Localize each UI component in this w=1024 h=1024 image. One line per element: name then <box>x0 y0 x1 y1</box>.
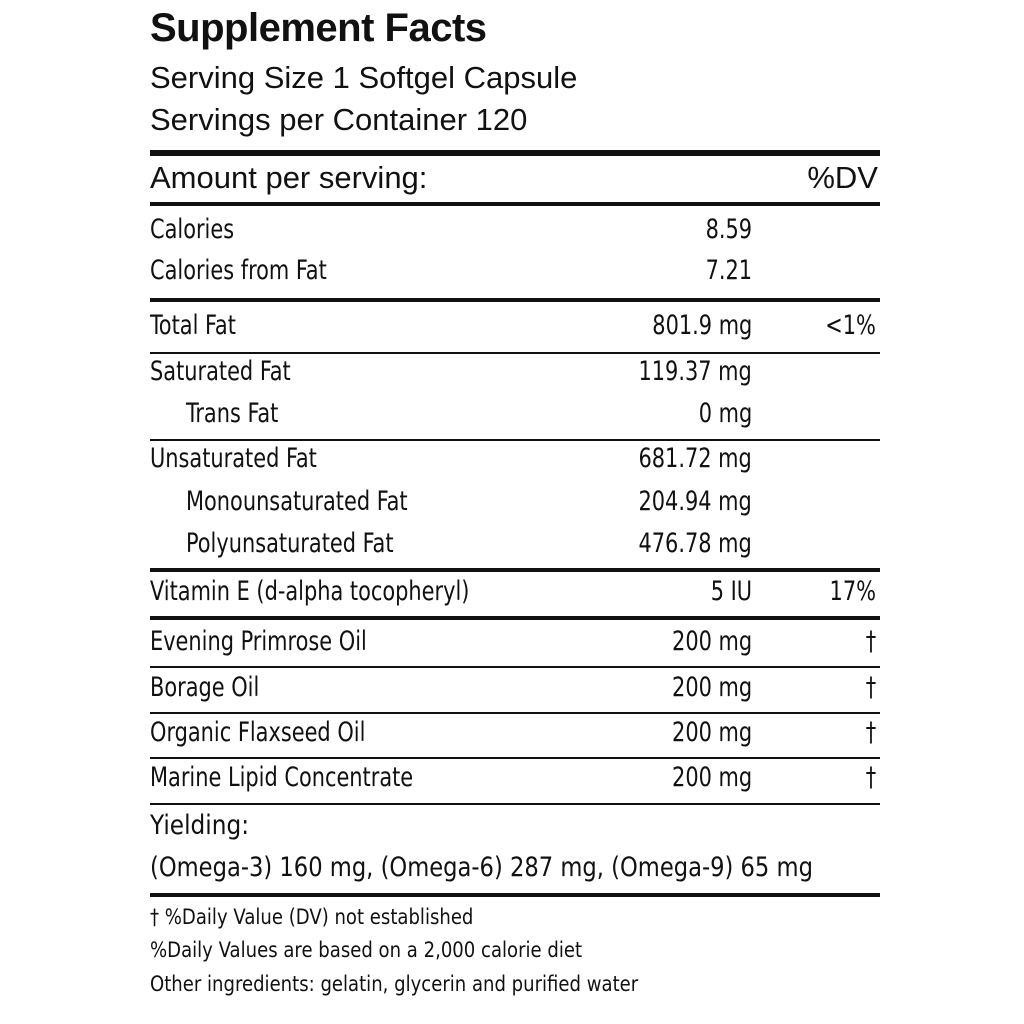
nutrient-row-total-fat <box>150 310 880 350</box>
row-divider <box>150 803 880 805</box>
nutrient-row-monounsaturated-fat <box>150 486 880 526</box>
ingredient-name: Organic Flaxseed Oil <box>150 717 366 748</box>
nutrient-name: Vitamin E (d-alpha tocopheryl) <box>150 576 470 607</box>
dagger-mark: † <box>865 717 876 748</box>
rule-below-vitamin <box>150 616 880 620</box>
yielding-label: Yielding: <box>150 810 250 841</box>
nutrient-amount: 7.21 <box>705 255 752 286</box>
amount-per-serving-label: Amount per serving: <box>150 160 428 195</box>
footnote-daily-values-basis: %Daily Values are based on a 2,000 calorie diet <box>150 938 583 962</box>
footnote-dv-not-established: † %Daily Value (DV) not established <box>150 905 474 929</box>
nutrient-amount: 476.78 mg <box>638 528 752 559</box>
rule-above-footnotes <box>150 893 880 897</box>
nutrient-amount: 204.94 mg <box>638 486 752 517</box>
row-divider <box>150 666 880 668</box>
dagger-mark: † <box>865 626 876 657</box>
nutrient-amount: 0 mg <box>698 398 752 429</box>
label-title: Supplement Facts <box>150 6 487 50</box>
nutrient-amount: 801.9 mg <box>651 310 752 341</box>
nutrient-row-saturated-fat <box>150 356 880 396</box>
thick-rule-top <box>150 150 880 156</box>
dagger-mark: † <box>865 762 876 793</box>
nutrient-row-polyunsaturated-fat <box>150 528 880 568</box>
nutrient-name: Calories <box>150 214 235 245</box>
ingredient-row-marine-lipid-concentrate <box>150 762 880 802</box>
rule-below-fats <box>150 568 880 572</box>
footnote-other-ingredients: Other ingredients: gelatin, glycerin and purified water <box>150 972 639 996</box>
nutrient-name: Trans Fat <box>186 398 279 429</box>
ingredient-name: Evening Primrose Oil <box>150 626 367 657</box>
ingredient-amount: 200 mg <box>671 762 752 793</box>
servings-per-container: Servings per Container 120 <box>150 102 528 137</box>
nutrient-name: Saturated Fat <box>150 356 291 387</box>
serving-size: Serving Size 1 Softgel Capsule <box>150 60 578 95</box>
nutrient-name: Total Fat <box>150 310 236 341</box>
dv-header-label: %DV <box>807 160 878 195</box>
nutrient-row-vitamin-e <box>150 576 880 616</box>
nutrient-amount: 5 IU <box>710 576 752 607</box>
row-divider <box>150 439 880 441</box>
ingredient-name: Borage Oil <box>150 672 260 703</box>
ingredient-amount: 200 mg <box>671 626 752 657</box>
dagger-mark: † <box>865 672 876 703</box>
ingredient-amount: 200 mg <box>671 672 752 703</box>
ingredient-row-organic-flaxseed-oil <box>150 717 880 757</box>
ingredient-amount: 200 mg <box>671 717 752 748</box>
nutrient-row-calories-from-fat <box>150 255 880 295</box>
ingredient-row-evening-primrose-oil <box>150 626 880 666</box>
nutrient-amount: 681.72 mg <box>638 443 752 474</box>
nutrient-name: Unsaturated Fat <box>150 443 317 474</box>
nutrient-row-unsaturated-fat <box>150 443 880 483</box>
ingredient-name: Marine Lipid Concentrate <box>150 762 414 793</box>
nutrient-row-calories <box>150 214 880 254</box>
nutrient-amount: 119.37 mg <box>638 356 752 387</box>
row-divider <box>150 757 880 759</box>
rule-below-calories <box>150 298 880 302</box>
ingredient-row-borage-oil <box>150 672 880 712</box>
nutrient-dv: <1% <box>825 310 876 341</box>
row-divider <box>150 712 880 714</box>
nutrient-dv: 17% <box>829 576 876 607</box>
nutrient-row-trans-fat <box>150 398 880 438</box>
nutrient-amount: 8.59 <box>705 214 752 245</box>
row-divider <box>150 352 880 354</box>
rule-below-header <box>150 202 880 206</box>
amount-header-row <box>150 160 880 200</box>
nutrient-name: Polyunsaturated Fat <box>186 528 394 559</box>
nutrient-name: Calories from Fat <box>150 255 327 286</box>
nutrient-name: Monounsaturated Fat <box>186 486 408 517</box>
yielding-values: (Omega-3) 160 mg, (Omega-6) 287 mg, (Omega-9) 65 mg <box>150 852 813 883</box>
